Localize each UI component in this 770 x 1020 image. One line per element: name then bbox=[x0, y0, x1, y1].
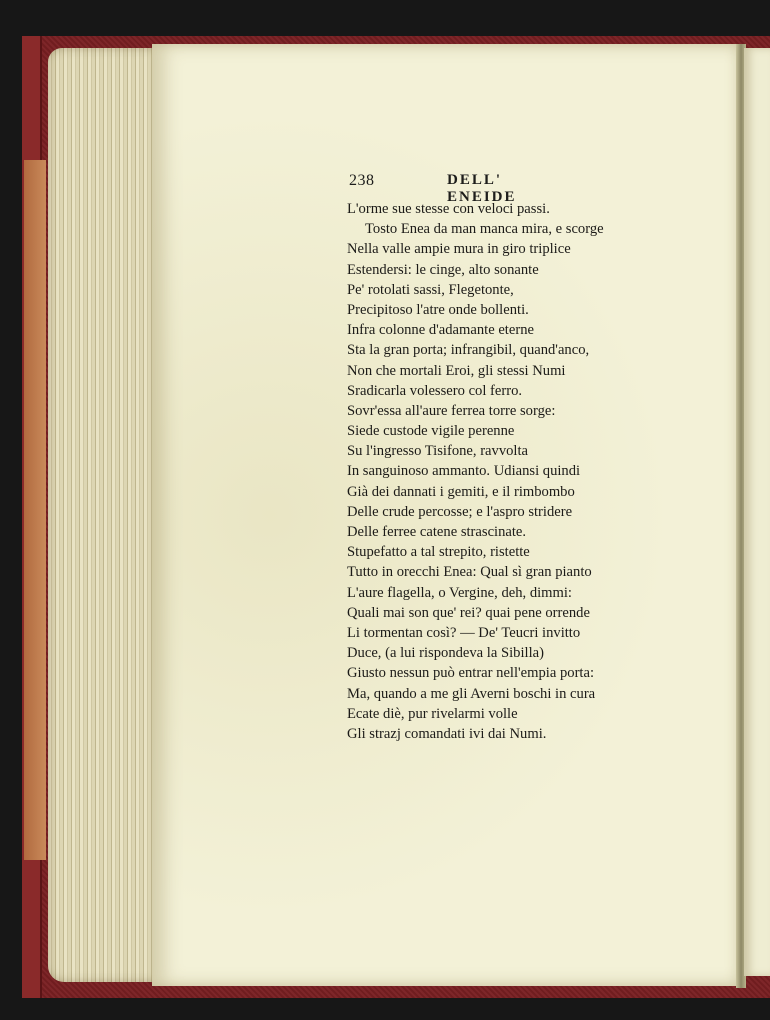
verse-line: Siede custode vigile perenne bbox=[347, 423, 515, 440]
verse-line: Duce, (a lui rispondeva la Sibilla) bbox=[347, 645, 544, 662]
verse-line: Giusto nessun può entrar nell'empia porta: bbox=[347, 665, 595, 682]
verse-line: Ma, quando a me gli Averni boschi in cura bbox=[347, 685, 596, 702]
verse-line: Estendersi: le cinge, alto sonante bbox=[347, 261, 539, 278]
verse-line: Sovr'essa all'aure ferrea torre sorge: bbox=[347, 402, 556, 419]
verse-line: Su l'ingresso Tisifone, ravvolta bbox=[347, 443, 529, 460]
verse-line: L'aure flagella, o Vergine, deh, dimmi: bbox=[347, 584, 572, 601]
verse-line: Già dei dannati i gemiti, e il rimbombo bbox=[347, 483, 575, 500]
verse-line: L'orme sue stesse con veloci passi. bbox=[347, 201, 550, 217]
verse-line: Tutto in orecchi Enea: Qual sì gran pianto bbox=[347, 564, 592, 581]
verse-line: Quali mai son que' rei? quai pene orrende bbox=[347, 604, 590, 621]
verse-line: Infra colonne d'adamante eterne bbox=[347, 322, 534, 339]
verse-line: Nella valle ampie mura in giro triplice bbox=[347, 241, 571, 258]
page-number: 238 bbox=[349, 172, 375, 189]
verse-line: In sanguinoso ammanto. Udiansi quindi bbox=[347, 463, 581, 480]
verse-line: Li tormentan così? — De' Teucri invitto bbox=[347, 624, 581, 641]
running-head: DELL' ENEIDE bbox=[447, 172, 517, 205]
verse-line: Non che mortali Eroi, gli stessi Numi bbox=[347, 362, 566, 379]
verse-line: Pe' rotolati sassi, Flegetonte, bbox=[347, 281, 514, 298]
verse-line: Ecate diè, pur rivelarmi volle bbox=[347, 705, 518, 722]
verse-line: Sradicarla volessero col ferro. bbox=[347, 382, 523, 399]
verse-line: Delle crude percosse; e l'aspro stridere bbox=[347, 503, 573, 520]
page-header bbox=[349, 172, 571, 205]
cover-leather-patch bbox=[24, 160, 46, 860]
verse-line: Sta la gran porta; infrangibil, quand'anco, bbox=[347, 342, 590, 359]
verse-line: Tosto Enea da man manca mira, e scorge bbox=[365, 221, 604, 238]
verse-line: Stupefatto a tal strepito, ristette bbox=[347, 544, 530, 561]
verse-line: Delle ferree catene strascinate. bbox=[347, 524, 527, 540]
verse-line: Precipitoso l'atre onde bollenti. bbox=[347, 301, 529, 318]
right-page-edge bbox=[744, 48, 770, 976]
page-edges bbox=[48, 48, 160, 982]
verse-line: Gli strazj comandati ivi dai Numi. bbox=[347, 725, 547, 742]
verse-block bbox=[347, 199, 647, 744]
